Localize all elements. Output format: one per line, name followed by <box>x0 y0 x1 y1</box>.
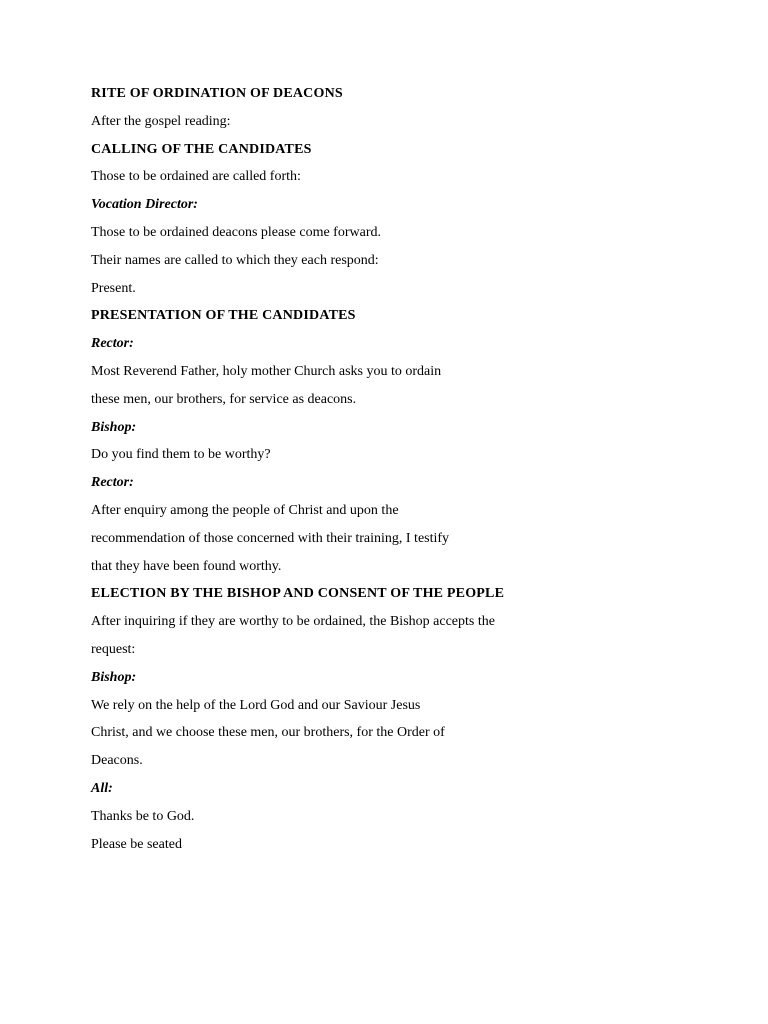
body-text: Deacons. <box>91 753 143 769</box>
section-heading: CALLING OF THE CANDIDATES <box>91 141 312 157</box>
body-text: Their names are called to which they each respond: <box>91 252 379 268</box>
body-text: Please be seated <box>91 836 182 852</box>
body-text: After enquiry among the people of Christ and upon the <box>91 502 399 518</box>
body-text: these men, our brothers, for service as deacons. <box>91 391 357 407</box>
body-text: Most Reverend Father, holy mother Church asks you to ordain <box>91 363 442 379</box>
body-text: recommendation of those concerned with their training, I testify <box>91 530 450 546</box>
body-text: that they have been found worthy. <box>91 558 282 574</box>
body-text: Do you find them to be worthy? <box>91 447 271 463</box>
rubric-text: After the gospel reading: <box>91 113 231 129</box>
speaker-label: All: <box>91 780 113 796</box>
body-text: Thanks be to God. <box>91 808 195 824</box>
section-heading: RITE OF ORDINATION OF DEACONS <box>91 86 343 101</box>
speaker-label: Rector: <box>91 336 134 352</box>
speaker-label: Bishop: <box>91 669 137 685</box>
speaker-label: Vocation Director: <box>91 197 198 213</box>
rubric-text: Those to be ordained are called forth: <box>91 169 301 185</box>
rubric-text: request: <box>91 641 136 657</box>
body-text: Christ, and we choose these men, our brothers, for the Order of <box>91 725 445 741</box>
body-text: Present. <box>91 280 136 296</box>
rubric-text: After inquiring if they are worthy to be ordained, the Bishop accepts the <box>91 614 495 630</box>
section-heading: PRESENTATION OF THE CANDIDATES <box>91 308 356 324</box>
section-heading: ELECTION BY THE BISHOP AND CONSENT OF THE PEOPLE <box>91 586 505 602</box>
speaker-label: Rector: <box>91 475 134 491</box>
body-text: We rely on the help of the Lord God and our Saviour Jesus <box>91 697 421 713</box>
body-text: Those to be ordained deacons please come forward. <box>91 224 381 240</box>
document-body <box>91 84 731 862</box>
speaker-label: Bishop: <box>91 419 137 435</box>
